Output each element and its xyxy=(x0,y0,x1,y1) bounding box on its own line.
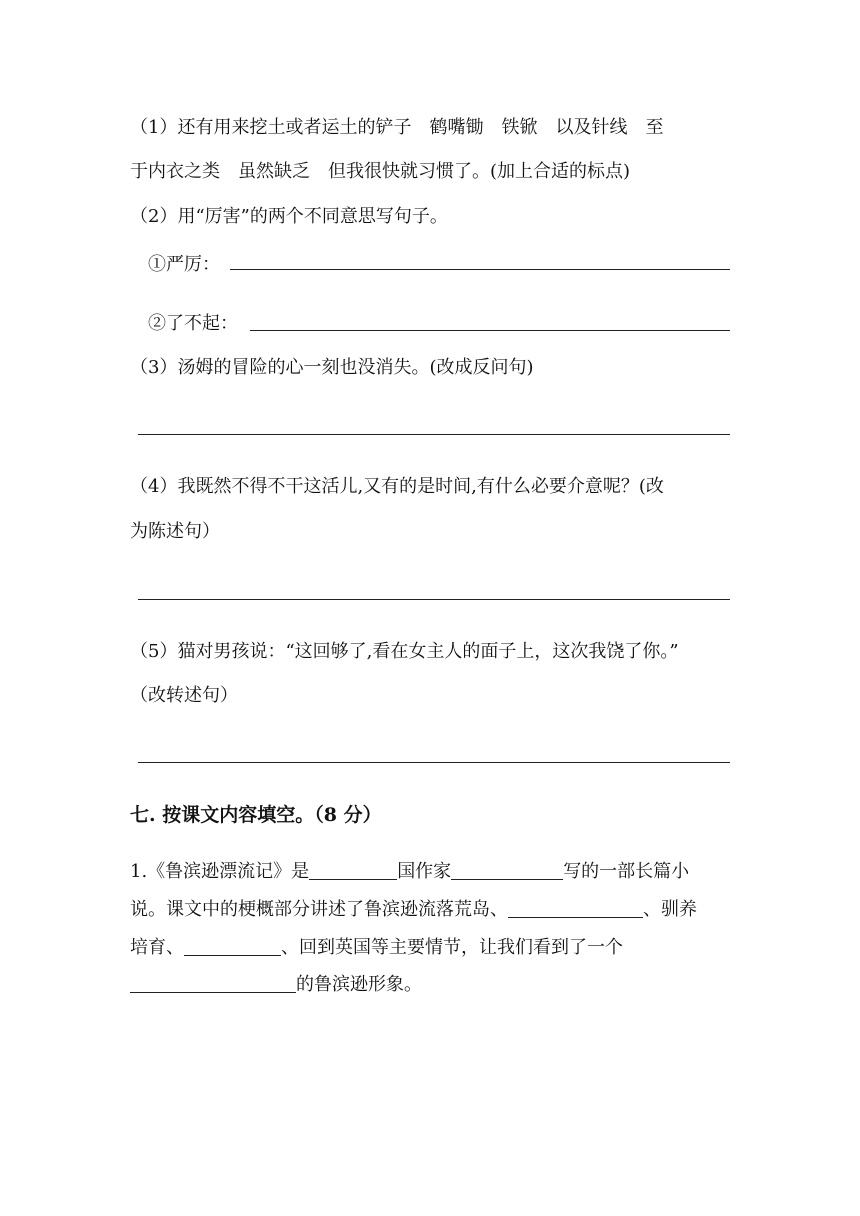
fill-line-4 xyxy=(130,973,422,997)
fill-text-1b: 国作家 xyxy=(397,861,452,882)
fill-text-2a: 说。课文中的梗概部分讲述了鲁滨逊流落荒岛、 xyxy=(130,899,508,920)
blank-image[interactable] xyxy=(130,974,296,993)
blank-author[interactable] xyxy=(451,861,563,880)
q4-answer-line[interactable] xyxy=(138,599,730,600)
q1-line-1: （1）还有用来挖土或者运土的铲子 鹤嘴锄 铁锨 以及针线 至 xyxy=(130,117,664,138)
section-7-title: 七. 按课文内容填空。（8 分） xyxy=(130,804,382,826)
fill-line-3 xyxy=(130,936,623,960)
q3-prompt: （3）汤姆的冒险的心一刻也没消失。(改成反问句) xyxy=(130,357,534,378)
q2-item1-answer-line[interactable] xyxy=(230,269,730,270)
q5-answer-line[interactable] xyxy=(138,762,730,763)
q5-line-1: （5）猫对男孩说：“这回够了,看在女主人的面子上，这次我饶了你。” xyxy=(130,641,679,662)
fill-text-4a: 的鲁滨逊形象。 xyxy=(296,974,422,995)
fill-text-2b: 、驯养 xyxy=(643,899,697,920)
blank-event-2[interactable] xyxy=(184,937,281,956)
fill-text-3b: 、回到英国等主要情节，让我们看到了一个 xyxy=(281,937,623,958)
q2-item2-answer-line[interactable] xyxy=(250,330,730,331)
q2-item1-label: ①严厉： xyxy=(148,254,220,275)
q1-line-2: 于内衣之类 虽然缺乏 但我很快就习惯了。(加上合适的标点) xyxy=(130,161,631,182)
fill-text-1a: 1.《鲁滨逊漂流记》是 xyxy=(130,861,310,882)
q3-answer-line[interactable] xyxy=(138,434,730,435)
q2-prompt: （2）用“厉害”的两个不同意思写句子。 xyxy=(130,206,448,227)
fill-line-1 xyxy=(130,860,689,884)
fill-text-3a: 培育、 xyxy=(130,937,184,958)
q4-line-1: （4）我既然不得不干这活儿,又有的是时间,有什么必要介意呢？(改 xyxy=(130,476,664,497)
q2-item2-label: ②了不起： xyxy=(148,313,238,334)
blank-event-1[interactable] xyxy=(508,899,643,918)
q4-line-2: 为陈述句） xyxy=(130,521,220,542)
fill-text-1c: 写的一部长篇小 xyxy=(563,861,690,882)
fill-line-2 xyxy=(130,898,697,922)
q5-line-2: （改转述句） xyxy=(130,685,238,706)
blank-country[interactable] xyxy=(309,861,397,880)
